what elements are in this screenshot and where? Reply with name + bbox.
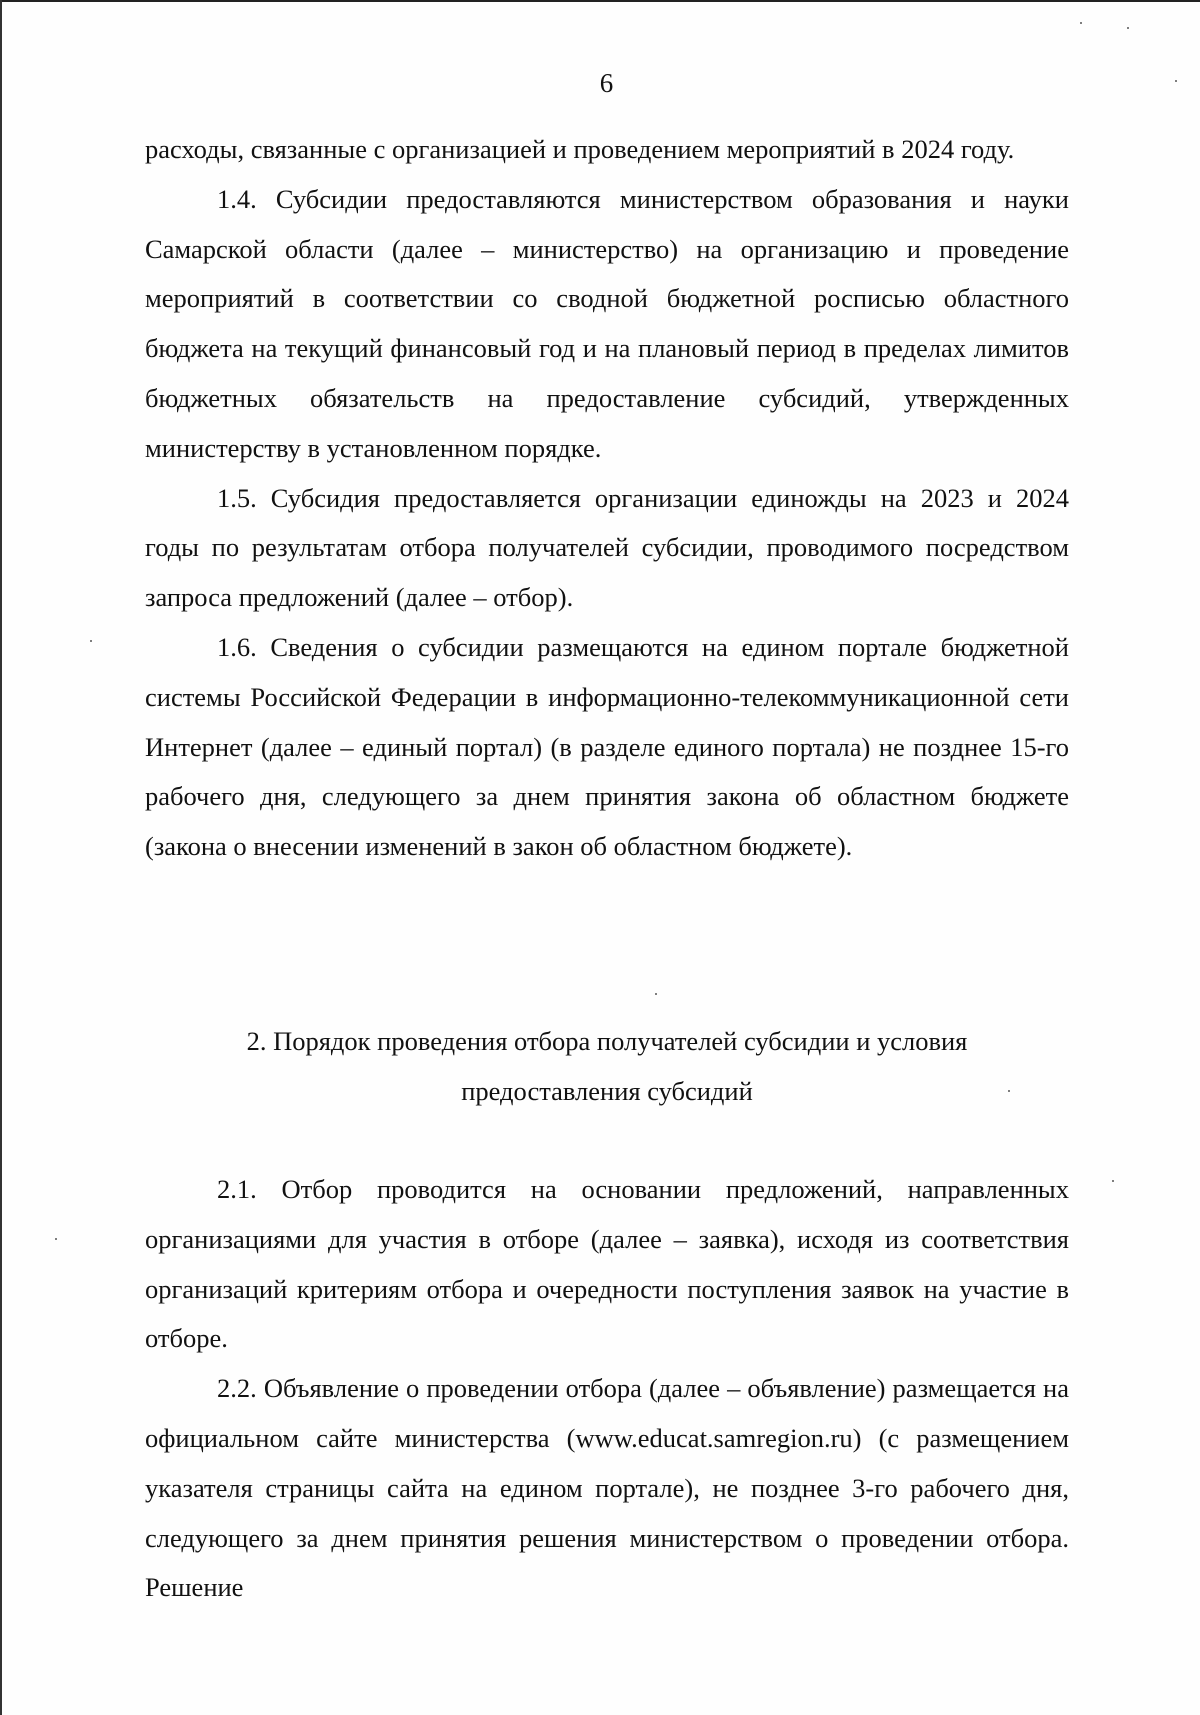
paragraph-continuation: расходы, связанные с организацией и проведением мероприятий в 2024 году. [145, 134, 1015, 164]
scan-speck [90, 640, 92, 642]
paragraph-2-1: 2.1. Отбор проводится на основании предложений, направленных организациями для участия в отборе (далее – заявка), исходя из соответствия организаций критериям отбора и очередности поступления заявок на участие в отборе. [145, 1174, 1069, 1354]
scan-edge-top [0, 0, 1200, 2]
scan-speck [55, 1238, 57, 1240]
body-text-block-1 [145, 125, 1069, 872]
scan-speck [1127, 27, 1129, 29]
body-text-block-2 [145, 1165, 1069, 1613]
scan-speck [1112, 1180, 1114, 1182]
scan-speck [1008, 1090, 1010, 1092]
paragraph-1-6: 1.6. Сведения о субсидии размещаются на едином портале бюджетной системы Российской Федерации в информационно-телекоммуникационной сети Интернет (далее – единый портал) (в разделе единого портала) не позднее 15-го рабочего дня, следующего за днем принятия закона об областном бюджете (закона о внесении изменений в закон об областном бюджете). [145, 631, 1069, 862]
page-number: 6 [599, 68, 614, 98]
scan-speck [655, 993, 657, 995]
paragraph-1-5: 1.5. Субсидия предоставляется организации единожды на 2023 и 2024 годы по результатам отбора получателей субсидии, проводимого посредством запроса предложений (далее – отбор). [145, 482, 1069, 613]
scan-edge-left [0, 0, 2, 1715]
section-2-heading [145, 1016, 1069, 1116]
section-heading-line-1: 2. Порядок проведения отбора получателей субсидии и условия [246, 1026, 968, 1056]
scan-speck [1080, 22, 1082, 24]
paragraph-2-2: 2.2. Объявление о проведении отбора (далее – объявление) размещается на официальном сайте министерства (www.educat.samregion.ru) (с размещением указателя страницы сайта на едином портале), не позднее 3-го рабочего дня, следующего за днем принятия решения министерством о проведении отбора. Решение [145, 1373, 1069, 1603]
section-heading-line-2: предоставления субсидий [461, 1076, 753, 1106]
paragraph-1-4: 1.4. Субсидии предоставляются министерством образования и науки Самарской области (далее – министерство) на организацию и проведение мероприятий в соответствии со сводной бюджетной росписью областного бюджета на текущий финансовый год и на плановый период в пределах лимитов бюджетных обязательств на предоставление субсидий, утвержденных министерству в установленном порядке. [145, 183, 1069, 463]
scan-speck [1175, 80, 1177, 82]
